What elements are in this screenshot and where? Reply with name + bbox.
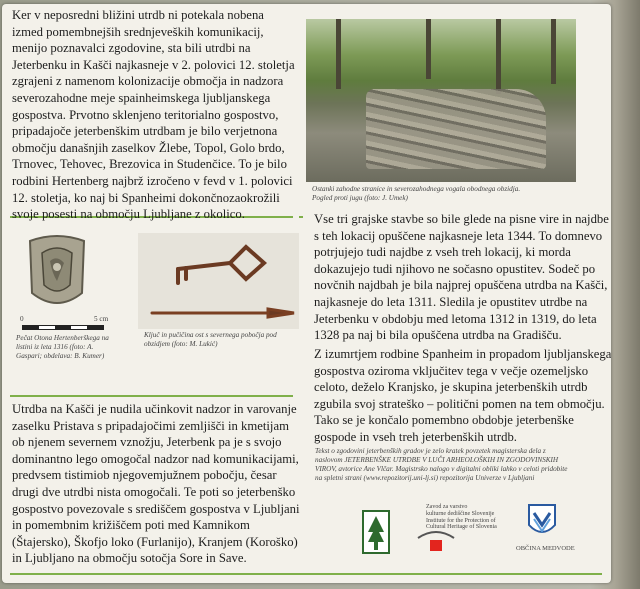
seal-image	[24, 233, 90, 313]
scale-start-label: 0	[20, 315, 24, 323]
text-colonization: Ker v neposredni bližini utrdb ni potekala nobena izmed pomembnejših srednjeveških komunikacij, menijo poznavalci zgodovine, sta bili utrdbi na Jeterbenku in Kašči najkasneje v 2. polovici 12. stoletja zgrajeni z namenom kolonizacije območja in nadzora severozahodne meje spainheimskega ljubljanskega gospostva. Prvotno sklenjeno teritorialno gospostvo, pripadajoče jeterbenškim utrdbam je bilo verjetnona območju današnjih zaselkov Žlebe, Topol, Golo brdo, Trnovec, Tehovec, Brezovica in Studenčice. To je bilo rodbini Hertenberg najbrž izročeno v fevd v 1. polovici 12. stoletja, ko naj bi Spanheimi dokončnozaokrožili svoje posesti na območju Ljubljane z okolico.	[12, 8, 295, 222]
divider-line	[10, 573, 602, 575]
key-caption: Ključ in pučičina ost s severnega pobočja pod obzidjem (foto: M. Lukić)	[144, 331, 277, 348]
scale-bar	[22, 325, 104, 330]
text-abandonment: Vse tri grajske stavbe so bile glede na pisne vire in najdbe s teh lokacij opuščene najkasneje leta 1344. To domnevo potrjujejo tudi najdbe z vseh treh lokacij, ki morda dokazujejo tudi njihovo ne sočasno opustitev. Sodeč po novčnih najdbah je bila najprej opuščena utrdba na Kašči, najkasneje do leta 1311. Sledila je opustitev utrdbe na Jeterbenku v obdobju med letoma 1312 in 1319, do leta 1328 pa naj bi bila opuščena utrdba na Gradišču.	[314, 212, 609, 343]
logo-medvode-icon	[527, 503, 557, 539]
text-control: Utrdba na Kašči je nudila učinkovit nadzor in varovanje zaselku Pristava s pripadajočimi zemljišči in kmetijam ob njenem severnem vznožju, Jeterbenk pa je s svojo dominantno lego omogočal nadzor nad komunikacijami, predvsem tistimiob njegovemjužnem pobočju, česar drugi dve utrdbi nista omogočali. Te poti so jeterbenško gospostvo povezovale s središčem gospostva v Ljubljani in pomembnim križiščem poti med Kamnikom (Štajersko), Škofjo loko (Furlanijo), Kranjem (Koroško) in Ljubljano na območju sotočja Sore in Save.	[12, 402, 300, 566]
seal-caption: Pečat Otona Hertenberškega na listini iz leta 1316 (foto: A. Gaspari; obdelava: B. Kumer)	[16, 334, 109, 360]
logo-medvode-text: OBČINA MEDVODE	[516, 545, 575, 552]
wall-remains-photo	[306, 19, 576, 182]
info-panel	[2, 4, 611, 583]
photo-caption: Ostanki zahodne stranice in severozahodnega vogala obodnega obzidja. Pogled proti jugu (foto: J. Umek)	[312, 185, 521, 202]
key-and-arrowhead-image	[138, 233, 299, 329]
thesis-note: Tekst o zgodovini jeterbenških gradov je zelo kratek povzetek magisterska dela z naslovom JETERBENŠKE UTRDBE V LUČI ARHEOLOŠKIH IN ZGODOVINSKIH VIROV, avtorice Ane Vlčar. Magistrsko nalogo v digitalni obliki lahko v celoti pridobite na spletni strani (www.repozitorij.uni-lj.si) repozitorija Univerze v Ljubljani	[315, 447, 568, 482]
scale-end-label: 5 cm	[94, 315, 109, 323]
divider-line	[10, 395, 293, 397]
text-extinction: Z izumrtjem rodbine Spanheim in propadom ljubljanskega gospostva oziroma vključitev tega v večje ozemeljsko celoto, deželo Kranjsko, je skupina jeterbenških utrdb zgubila svoj strateško – politični pomen na tem območju. Tako se je končalo pomembno obdobje jeterbenške gospode in vseh treh jeterbenških utrdb.	[314, 347, 611, 444]
logo-zavod-text: Zavod za varstvo kulturne dediščine Slovenije Institute for the Protection of Cultural Heritage of Slovenia	[426, 504, 497, 531]
divider-line	[299, 216, 303, 218]
key-icon	[138, 233, 299, 329]
logo-tree-icon	[362, 510, 390, 554]
